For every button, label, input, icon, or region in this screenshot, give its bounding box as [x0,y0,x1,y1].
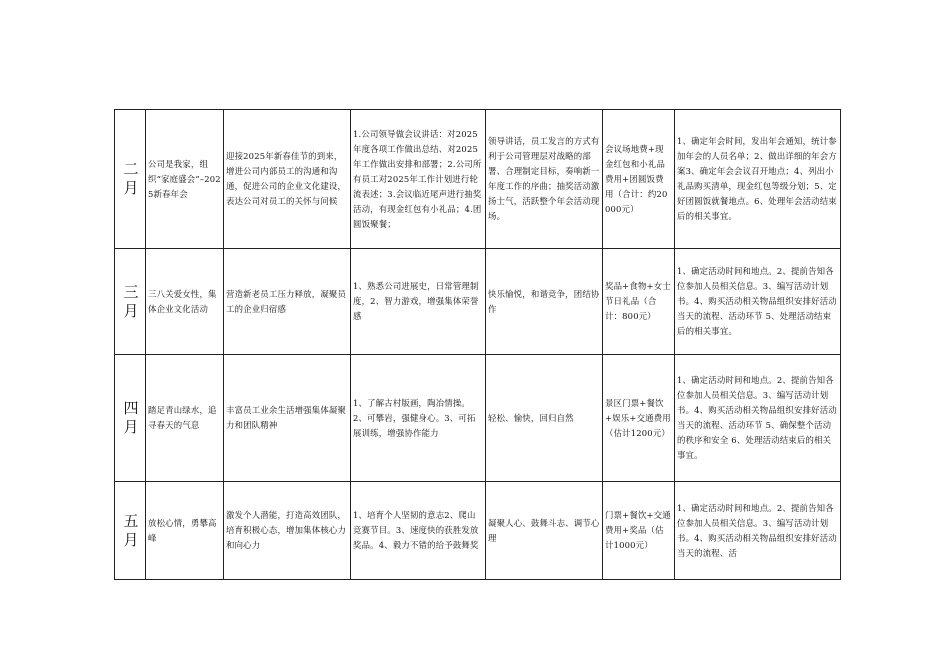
theme-cell: 三八关爱女性，集体企业文化活动 [146,249,224,355]
table-row [115,249,841,355]
budget-cell: 景区门票+餐饮+娱乐+交通费用（估计1200元） [603,355,675,482]
steps-cell: 1、确定年会时间，发出年会通知，统计参加年会的人员名单；2、做出详细的年会方案3、确定年会会议召开地点；4、列出小礼品购买清单，现金红包等级分划；5、定好团圆饭就餐地点。6、处理年会活动结束后的相关事宜。 [675,110,841,249]
budget-cell: 门票+餐饮+交通费用+奖品（估计1000元） [603,482,675,580]
budget-cell: 奖品+食物+女士节日礼品（合计：800元） [603,249,675,355]
purpose-cell: 迎接2025年新春佳节的到来，增进公司内部员工的沟通和沟通，促进公司的企业文化建设，表达公司对员工的关怀与问候 [224,110,351,249]
effect-cell: 凝聚人心、鼓舞斗志、调节心理 [486,482,603,580]
table-row [115,110,841,249]
steps-cell: 1、确定活动时间和地点。2、提前告知各位参加人员相关信息。3、编写活动计划书。4、购买活动相关物品组织安排好活动当天的流程、活 [675,482,841,580]
content-cell: 1.公司领导做会议讲话：对2025年度各项工作做出总结、对2025年工作做出安排和部署；2.公司所有员工对2025年工作计划进行轮流表述；3.会议临近尾声进行抽奖活动，有现金红包有小礼品；4.团圆饭聚餐； [351,110,486,249]
monthly-activity-table [114,109,841,580]
purpose-cell: 激发个人潜能，打造高效团队，培育积极心态，增加集体核心力和向心力 [224,482,351,580]
content-cell: 1、培育个人坚韧的意志2、爬山竞赛节目。3、速度快的获胜发放奖品。4、毅力不错的给予鼓舞奖 [351,482,486,580]
steps-cell: 1、确定活动时间和地点。2、提前告知各位参加人员相关信息。3、编写活动计划书。4、购买活动相关物品组织安排好活动当天的流程、活动环节 5、确保整个活动的秩序和安全 6、处理活动结束后的相关事宜。 [675,355,841,482]
purpose-cell: 丰富员工业余生活增强集体凝聚力和团队精神 [224,355,351,482]
steps-cell: 1、确定活动时间和地点。2、提前告知各位参加人员相关信息。3、编写活动计划书。4、购买活动相关物品组织安排好活动当天的流程、活动环节 5、处理活动结束后的相关事宜。 [675,249,841,355]
effect-cell: 快乐愉悦，和谐竞争，团结协作 [486,249,603,355]
month-cell: 四月 [115,355,146,482]
theme-cell: 放松心情，勇攀高峰 [146,482,224,580]
purpose-cell: 营造新老员工压力释放，凝聚员工的企业归宿感 [224,249,351,355]
table-row [115,355,841,482]
table-row [115,482,841,580]
month-cell: 二月 [115,110,146,249]
activity-plan-sheet [114,109,840,580]
theme-cell: 踏足青山绿水，追寻春天的气息 [146,355,224,482]
content-cell: 1、了解古村版画，陶冶情操。2、可攀岩，强健身心。3、可拓展训练，增强协作能力 [351,355,486,482]
month-cell: 五月 [115,482,146,580]
effect-cell: 领导讲话，员工发言的方式有利于公司管理层对战略的部署、合理制定目标，奏响新一年度工作的序曲；抽奖活动激扬士气，活跃整个年会活动现场。 [486,110,603,249]
content-cell: 1、熟悉公司进展史，日常管理制度，2、智力游戏，增强集体荣誉感 [351,249,486,355]
effect-cell: 轻松、愉快，回归自然 [486,355,603,482]
month-cell: 三月 [115,249,146,355]
budget-cell: 会议场地费+现金红包和小礼品费用+团圆饭费用（合计：约20000元） [603,110,675,249]
theme-cell: 公司是我家，组织“家庭盛会”–2025新春年会 [146,110,224,249]
